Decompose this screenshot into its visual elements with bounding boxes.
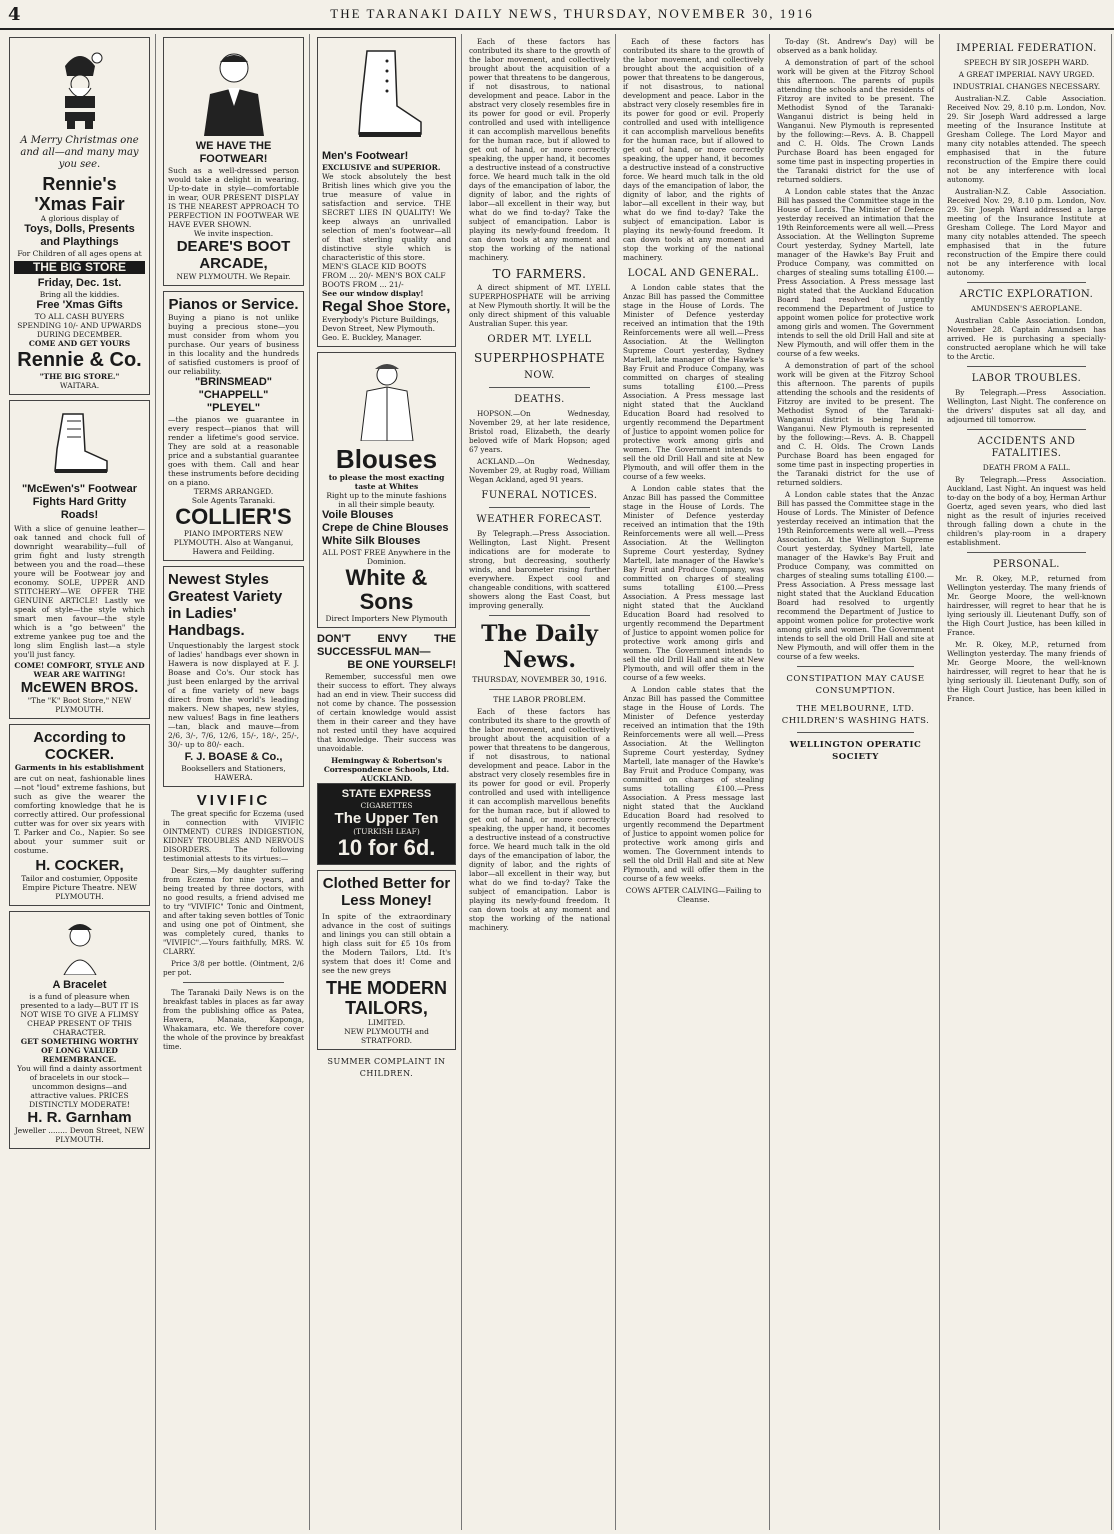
mcewen-body: With a slice of genuine leather—oak tanned and chock full of downright wearability—full of grim fight and lusty strength between you and the road—these youre will be Footwear joy and economy. SOLE, UPPER AND STITCHERY—WE OFFER THE GENUINE ARTICLE! Lastly we speak of style—the style which smart men favour—the style which is a "go between" the extreme yankee pug toe and the long slim English last—a style you'll just fancy.	[14, 524, 145, 659]
personal-heading: PERSONAL.	[993, 559, 1060, 570]
vivific-heading: VIVIFIC	[196, 792, 271, 809]
mcewen-ad	[9, 400, 150, 719]
mens-prices: MEN'S GLACE KID BOOTS FROM ... 20/- MEN'S BOX CALF BOOTS FROM ... 21/-	[322, 262, 446, 289]
handbags-body: Unquestionably the largest stock of ladies' handbags ever shown in Hawera is now displayed at F. J. Boase and Co's. Our stock has just been enlarged by the arrival of a fine variety of new bags direct from the world's leading makers. New shapes, new styles, new values! Bags in fine leathers—tan, black and mauve—from 2/6, 3/-, 7/6, 12/6, 15/-, 18/-, 25/-, 30/- up to 80/- each.	[168, 641, 299, 749]
arctic-body: Australian Cable Association. London, November 28. Captain Amundsen has arrived. He is purchasing a specially-constructed aeroplane which he will take to the Arctic.	[947, 316, 1106, 361]
turkish-leaf: (TURKISH LEAF)	[353, 827, 420, 836]
speech-heading: SPEECH BY SIR JOSEPH WARD.	[964, 58, 1089, 67]
white-sons: White & Sons	[345, 565, 428, 614]
k-boot-store: "The "K" Boot Store," NEW PLYMOUTH.	[27, 696, 132, 714]
local-notes-4: A London cable states that the Anzac Bill has passed the Committee stage in the House of Lords. The Minister of Defence yesterday received an intimation that the 19th Reinforcements were all well.—Press Association. At the Wellington Supreme Court yesterday, Sydney Martell, late manager of the Hawke's Bay Fruit and Produce Company, was committed on charges of stealing sums totalling £100.—Press Association. A Press message last night stated that the Auckland Education Board had resolved to urgently recommend the Department of Justice to appoint women police for protective work among girls and women. The Government intends to sell the old Drill Hall and site at New Plymouth, and will offer them in the course of a few weeks.	[777, 490, 934, 661]
editorial-date: THURSDAY, NOVEMBER 30, 1916.	[472, 675, 607, 684]
state-express: STATE EXPRESS	[341, 788, 432, 800]
farmers-heading: TO FARMERS.	[492, 267, 587, 281]
lady-illustration	[50, 920, 110, 975]
sole-agents: Sole Agents Taranaki.	[191, 496, 276, 505]
cigarette-price: 10 for 6d.	[337, 835, 436, 860]
envy-body: Remember, successful men owe their success to effort. They always had an end in view. Their success did not come by chance. The possession of certain knowledge would assist them in their career and they have not rested until they have acquired that knowledge. Their success was unavoidable.	[317, 672, 456, 753]
colliers-addr: PIANO IMPORTERS NEW PLYMOUTH. Also at Wanganui, Hawera and Feilding.	[173, 529, 294, 556]
colliers-name: COLLIER'S	[175, 504, 292, 529]
clothed-heading: Clothed Better for Less Money!	[322, 875, 451, 909]
bracelet-cta: GET SOMETHING WORTHY OF LONG VALUED REMEMBRANCE.	[20, 1037, 139, 1064]
modern-limited: LIMITED.	[367, 1018, 406, 1027]
vivific-body: The great specific for Eczema (used in connection with VIVIFIC OINTMENT) CURES INDIGESTION, KIDNEY TROUBLES AND NERVOUS DISORDERS. The following testimonial attests to its virtues:—	[163, 809, 304, 863]
local-general-body: A London cable states that the Anzac Bill has passed the Committee stage in the House of Lords. The Minister of Defence yesterday received an intimation that the 19th Reinforcements were all well.—Press Association. At the Wellington Supreme Court yesterday, Sydney Martell, late manager of the Hawke's Bay Fruit and Produce Company, was committed on charges of stealing sums totalling £100.—Press Association. A Press message last night stated that the Auckland Education Board had resolved to urgently recommend the Department of Justice to appoint women police for protective work among girls and women. The Government intends to sell the old Drill Hall and site at New Plymouth, and will offer them in the course of a few weeks.	[623, 283, 764, 481]
superphosphate: SUPERPHOSPHATE	[473, 351, 606, 365]
local-notes-2: A London cable states that the Anzac Bill has passed the Committee stage in the House of Lords. The Minister of Defence yesterday received an intimation that the 19th Reinforcements were all well.—Press Association. At the Wellington Supreme Court yesterday, Sydney Martell, late manager of the Hawke's Bay Fruit and Produce Company, was committed on charges of stealing sums totalling £100.—Press Association. A Press message last night stated that the Auckland Education Board had resolved to urgently recommend the Department of Justice to appoint women police for protective work among girls and women. The Government intends to sell the old Drill Hall and site at New Plymouth, and will offer them in the course of a few weeks.	[777, 187, 934, 358]
deare-addr: NEW PLYMOUTH. We Repair.	[176, 272, 291, 281]
brand-1: "BRINSMEAD"	[194, 376, 273, 388]
masthead	[0, 0, 1114, 30]
vivific-price: Price 3/8 per bottle. (Ointment, 2/6 per pot.	[163, 959, 304, 977]
come-get: COME AND GET YOURS	[28, 339, 131, 348]
regal-ad	[317, 37, 456, 347]
rennie-co: Rennie & Co.	[17, 349, 142, 371]
imperial-body-2: Australian-N.Z. Cable Association. Received Nov. 29, 8.10 p.m. London, Nov. 29. Sir Joseph Ward addressed a large meeting of the Insurance Institute at Gresham College. The Lord Mayor and many city notables attended. The speech emphasised that in the future reconstruction of the Empire there could not be any interference with local autonomy.	[947, 187, 1106, 277]
crepe: Crepe de Chine Blouses	[322, 522, 449, 534]
mens-heading: Men's Footwear!	[322, 150, 409, 162]
column-5	[618, 34, 770, 1530]
death-fall-heading: DEATH FROM A FALL.	[982, 463, 1071, 472]
modern-addr: NEW PLYMOUTH and STRATFORD.	[344, 1027, 429, 1045]
pianos-more: —the pianos we guarantee in every respect—pianos that will render a lifetime's good service. They are sold at a reasonable price and a substantial guarantee goes with them. Call and hear these instruments before deciding on a piano.	[168, 415, 299, 487]
hemingway-name: Hemingway & Robertson's Correspondence Schools, Ltd. AUCKLAND.	[323, 756, 450, 783]
blouses-heading: Blouses	[335, 444, 438, 474]
boot-illustration-2	[347, 46, 427, 146]
weather-body: By Telegraph.—Press Association. Wellington, Last Night. Present indications are for moderate to strong, but decreasing, southerly winds, and barometer rising further everywhere. Expect cool and changeable conditions, with scattered showers along the East Coast, but improving generally.	[469, 529, 610, 610]
labor-body: By Telegraph.—Press Association. Wellington, Last Night. The conference on the drivers' disputes sat all day, and adjourned till tomorrow.	[947, 388, 1106, 424]
bracelet-more: You will find a dainty assortment of bracelets in our stock—uncommon designs—and attractive values. PRICES DISTINCTLY MODERATE!	[17, 1064, 142, 1109]
column-4	[464, 34, 616, 1530]
bracelet-heading: A Bracelet	[52, 979, 107, 991]
boase-ad	[163, 566, 304, 787]
personal-body: Mr. R. Okey, M.P., returned from Wellington yesterday. The many friends of Mr. George Moore, the well-known hairdresser, will regret to hear that he is lying seriously ill. Lieutenant Duffy, son of the High Court Justice, has been killed in France.	[947, 574, 1106, 637]
cocker-ad	[9, 724, 150, 906]
envy-sub: BE ONE YOURSELF!	[347, 659, 456, 671]
mcewen-bros: McEWEN BROS.	[20, 679, 139, 696]
upper-ten: The Upper Ten	[334, 810, 439, 827]
xmas-greeting: A Merry Christmas one and all—and many may you see.	[20, 135, 139, 170]
funeral-heading: FUNERAL NOTICES.	[481, 490, 598, 501]
amundsen-heading: AMUNDSEN'S AEROPLANE.	[970, 304, 1083, 313]
cocker-sub: Garments in his establishment	[14, 763, 145, 772]
death-hopson: HOPSON.—On Wednesday, November 29, at her late residence, Bristol road, Elizabeth, the dearly beloved wife of Mark Hopson; aged 67 years.	[469, 409, 610, 454]
free-gifts: Free 'Xmas Gifts	[36, 299, 123, 311]
brand-3: "PLEYEL"	[206, 402, 261, 414]
lead-article: Each of these factors has contributed its share to the growth of the labor movement, and collectively brought about the acquisition of a power that threatens to be dangerous, if not disastrous, to national development and peace. Labor in the abstract very closely resembles fire in its power for good or evil. Properly controlled and used with intelligence it can accomplish marvellous benefits for the human race, but if allowed to get out of hand, or more correctly speaking, the upper hand, it becomes a destructive instead of a constructive force. We heard much talk in the old days of the emancipation of labor, the dignity of labor, and the rights of labor—all excellent in their way, but what do we find to-day? Take the subject of emancipation. Labor is playing its newly-found freedom. It can down tools at any moment and stop the working of the national machinery.	[469, 707, 610, 932]
arctic-heading: ARCTIC EXPLORATION.	[959, 289, 1094, 300]
white-addr: Direct Importers New Plymouth	[325, 614, 448, 623]
whites-ad	[317, 352, 456, 628]
big-store-quote: "THE BIG STORE."	[39, 372, 120, 381]
now: NOW.	[524, 370, 555, 381]
column-7	[942, 34, 1112, 1530]
blouses-body: Right up to the minute fashions in all their simple beauty.	[326, 491, 447, 509]
lead-article-continued: Each of these factors has contributed its share to the growth of the labor movement, and collectively brought about the acquisition of a power that threatens to be dangerous, if not disastrous, to national development and peace. Labor in the abstract very closely resembles fire in its power for good or evil. Properly controlled and used with intelligence it can accomplish marvellous benefits for the human race, but if allowed to get out of hand, or more correctly speaking, the upper hand, it becomes a destructive instead of a constructive force. We heard much talk in the old days of the emancipation of labor, the dignity of labor, and the rights of labor—all excellent in their way, but what do we find to-day? Take the subject of emancipation. Labor is playing its newly-found freedom. It can down tools at any moment and stop the working of the national machinery.	[623, 37, 764, 262]
bring-kiddies: Bring all the kiddies.	[39, 290, 120, 299]
farmers-body: A direct shipment of MT. LYELL SUPERPHOSPHATE will be arriving at New Plymouth shortly. It will be the only direct shipment of this valuable Australian Super. this year.	[469, 283, 610, 328]
free-post: ALL POST FREE Anywhere in the Dominion.	[322, 548, 451, 566]
column-6	[772, 34, 940, 1530]
voile: Voile Blouses	[322, 509, 394, 521]
weather-heading: WEATHER FORECAST.	[476, 514, 603, 525]
lead-article-top: Each of these factors has contributed its share to the growth of the labor movement, and collectively brought about the acquisition of a power that threatens to be dangerous, if not disastrous, to national development and peace. Labor in the abstract very closely resembles fire in its power for good or evil. Properly controlled and used with intelligence it can accomplish marvellous benefits for the human race, but if allowed to get out of hand, or more correctly speaking, the upper hand, it becomes a destructive instead of a constructive force. We heard much talk in the old days of the emancipation of labor, the dignity of labor, and the rights of labor—all excellent in their way, but what do we find to-day? Take the subject of emancipation. Labor is playing its newly-found freedom. It can down tools at any moment and stop the working of the national machinery.	[469, 37, 610, 262]
pianos-heading: Pianos or Service.	[168, 296, 299, 313]
local-general-body-3: A London cable states that the Anzac Bill has passed the Committee stage in the House of Lords. The Minister of Defence yesterday received an intimation that the 19th Reinforcements were all well.—Press Association. At the Wellington Supreme Court yesterday, Sydney Martell, late manager of the Hawke's Bay Fruit and Produce Company, was committed on charges of stealing sums totalling £100.—Press Association. A Press message last night stated that the Auckland Education Board had resolved to urgently recommend the Department of Justice to appoint women police for protective work among girls and women. The Government intends to sell the old Drill Hall and site at New Plymouth, and will offer them in the course of a few weeks.	[623, 685, 764, 883]
state-express-ad	[317, 783, 456, 865]
personal-body-2: Mr. R. Okey, M.P., returned from Wellington yesterday. The many friends of Mr. George Moore, the well-known hairdresser, will regret to hear that he is lying seriously ill. Lieutenant Duffy, son of the High Court Justice, has been killed in France.	[947, 640, 1106, 703]
rennie-title: Rennie's 'Xmas Fair	[34, 174, 125, 214]
summer-complaint: SUMMER COMPLAINT IN CHILDREN.	[327, 1057, 446, 1078]
page-number: 4	[8, 3, 21, 25]
gentleman-illustration	[194, 46, 274, 136]
imperial-heading: IMPERIAL FEDERATION.	[956, 43, 1097, 54]
rennie-tagline: A glorious display of	[40, 214, 119, 223]
rennie-toys: Toys, Dolls, Presents and Playthings	[24, 223, 135, 248]
local-notes-3: A demonstration of part of the school work will be given at the Fitzroy School this afternoon. The parents of pupils attending the schools and the residents of Fitzroy are invited to be present. The Methodist Synod of the Taranaki-Wanganui district is being held in Wanganui. New Plymouth is represented by the following:—Revs. A. B. Chappell and C. H. Olds. The Crown Lands Purchase Board has been engaged for some time past in inspecting properties in the Taranaki district for the use of returned soldiers.	[777, 361, 934, 487]
bank-holiday: To-day (St. Andrew's Day) will be observed as a bank holiday.	[777, 37, 934, 55]
modern-tailors-ad	[317, 870, 456, 1050]
envy-heading: DON'T ENVY THE SUCCESSFUL MAN—	[317, 633, 456, 658]
boase-name: F. J. BOASE & Co.,	[184, 751, 283, 763]
mens-window: See our window display!	[322, 289, 424, 298]
column-3	[312, 34, 462, 1530]
cowes-heading: COWS AFTER CALVING—Failing to Cleanse.	[625, 886, 762, 904]
colliers-ad	[163, 291, 304, 561]
column-1	[4, 34, 156, 1530]
labor-problem: THE LABOR PROBLEM.	[493, 695, 586, 704]
opening-date: Friday, Dec. 1st.	[37, 277, 122, 289]
boot-illustration	[45, 409, 115, 479]
newspaper-title: THE TARANAKI DAILY NEWS, THURSDAY, NOVEMBER 30, 1916	[330, 6, 814, 21]
daily-news-masthead: The Daily News.	[481, 621, 598, 673]
local-notes: A demonstration of part of the school work will be given at the Fitzroy School this afternoon. The parents of pupils attending the schools and the residents of Fitzroy are invited to be present. The Methodist Synod of the Taranaki-Wanganui district is being held in Wanganui. New Plymouth is represented by the following:—Revs. A. B. Chappell and C. H. Olds. The Crown Lands Purchase Board has been engaged for some time past in inspecting properties in the Taranaki district for the use of returned soldiers.	[777, 58, 934, 184]
imperial-body: Australian-N.Z. Cable Association. Received Nov. 29, 8.10 p.m. London, Nov. 29. Sir Joseph Ward addressed a large meeting of the Insurance Institute at Gresham College. The Lord Mayor and many city notables attended. The speech emphasised that in the future reconstruction of the Empire there could not be any interference with local autonomy.	[947, 94, 1106, 184]
garnham: H. R. Garnham	[27, 1109, 132, 1126]
deare-body: Such as a well-dressed person would take a delight in wearing. Up-to-date in style—comfortable in wear, OUR PRESENT DISPLAY IS THE NEAREST APPROACH TO PERFECTION IN FOOTWEAR WE HAVE EVER SHOWN.	[168, 166, 299, 229]
cocker-heading: According to COCKER.	[33, 729, 126, 763]
order-heading: ORDER MT. LYELL	[487, 334, 592, 345]
cigarettes: CIGARETTES	[360, 801, 413, 810]
bracelet-ad	[9, 911, 150, 1149]
death-fall-body: By Telegraph.—Press Association. Auckland, Last Night. An inquest was held to-day on the body of a boy, Herman Arthur Goertz, aged seven years, who died last night as the result of injuries received through falling down a chute in the children's play-room in a drapery establishment.	[947, 475, 1106, 547]
local-general-heading: LOCAL AND GENERAL.	[627, 268, 760, 279]
santa-illustration	[45, 46, 115, 131]
deare-invite: We invite inspection.	[193, 229, 274, 238]
gifts-terms: TO ALL CASH BUYERS SPENDING 10/- AND UPWARDS DURING DECEMBER.	[17, 312, 142, 339]
mcewen-heading: "McEwen's" Footwear Fights Hard Gritty Roads!	[21, 483, 138, 521]
deare-name: DEARE'S BOOT ARCADE,	[176, 238, 291, 272]
woman-blouse-illustration	[347, 361, 427, 441]
big-store-banner: THE BIG STORE	[14, 261, 145, 274]
boase-addr: Booksellers and Stationers, HAWERA.	[181, 764, 286, 782]
hemingway-ad	[317, 633, 456, 783]
regal-addr: Everybody's Picture Buildings, Devon Street, New Plymouth. Geo. E. Buckley, Manager.	[322, 315, 439, 342]
melbourne-heading: THE MELBOURNE, LTD. CHILDREN'S WASHING HATS.	[781, 704, 930, 726]
silk: White Silk Blouses	[322, 535, 421, 547]
mens-body: We stock absolutely the best British lines which give you the true measure of value in satisfaction and service. THE SECRET LIES IN QUALITY! We keep always an unrivalled selection of men's footwear—all of that sterling quality and distinctive style which is characteristic of this store.	[322, 172, 451, 262]
deare-ad	[163, 37, 304, 286]
operatic-heading: WELLINGTON OPERATIC SOCIETY	[789, 740, 922, 762]
constipation-heading: CONSTIPATION MAY CAUSE CONSUMPTION.	[786, 674, 925, 696]
modern-tailors: THE MODERN TAILORS,	[326, 978, 447, 1018]
mens-sub: EXCLUSIVE and SUPERIOR.	[322, 163, 441, 172]
rennie-ad	[9, 37, 150, 395]
handbags-heading: Newest Styles Greatest Variety in Ladies' Handbags.	[168, 571, 283, 639]
vivific-ad	[163, 792, 304, 1051]
daily-news-note: The Taranaki Daily News is on the breakfast tables in places as far away from the publishing office as Patea, Hawera, Manaia, Kaponga, Whakamara, etc. We therefore cover the whole of the province by breakfast time.	[163, 988, 304, 1051]
cocker-body: are cut on neat, fashionable lines—not "loud" extreme fashions, but such as give the wearer the comforting knowledge that he is correctly attired. Our professional cutter was for over six years with T. Parker and Co., Napier. So see about your summer suit or costume.	[14, 774, 145, 855]
deare-heading: WE HAVE THE FOOTWEAR!	[195, 140, 272, 165]
brand-2: "CHAPPELL"	[198, 389, 269, 401]
clothed-body: In spite of the extraordinary advance in the cost of suitings and linings you can still obtain a high class suit for £5 10s from the Modern Tailors, Ltd. It's system that does it! Come and see the new greys	[322, 912, 451, 975]
vivific-letter: Dear Sirs,—My daughter suffering from Eczema for nine years, and being treated by three doctors, with no good results, a friend advised me to try "VIVIFIC" Tonic and Ointment, and after taking seven bottles of Tonic and using one pot of Ointment, she was completely cured, thanks to "VIVIFIC".—Yours faithfully, MRS. W. CLARRY.	[163, 866, 304, 956]
cocker-trade: Tailor and costumier, Opposite Empire Picture Theatre. NEW PLYMOUTH.	[21, 874, 138, 901]
cocker-name: H. COCKER,	[35, 857, 124, 874]
death-ackland: ACKLAND.—On Wednesday, November 29, at Rugby road, William Wegan Ackland, aged 91 years.	[469, 457, 610, 484]
garnham-addr: Jeweller ........ Devon Street, NEW PLYMOUTH.	[14, 1126, 145, 1144]
bracelet-body: is a fund of pleasure when presented to a lady—BUT IT IS NOT WISE TO GIVE A FLIMSY CHEAP PRESENT OF THIS CHARACTER.	[20, 992, 139, 1037]
mcewen-comfort: COME! COMFORT, STYLE AND WEAR ARE WAITING!	[14, 661, 145, 679]
pianos-body: Buying a piano is not unlike buying a precious stone—you must consider from whom you purchase. Our years of business in this locality and the hundreds of satisfied customers is proof of our reliability.	[168, 313, 299, 376]
labor-troubles-heading: LABOR TROUBLES.	[971, 373, 1082, 384]
deaths-heading: DEATHS.	[514, 394, 565, 405]
accidents-heading: ACCIDENTS AND FATALITIES.	[977, 436, 1076, 459]
waitara: WAITARA.	[59, 381, 100, 390]
blouses-sub: to please the most exacting taste at Whites	[328, 473, 445, 491]
navy-heading: A GREAT IMPERIAL NAVY URGED.	[958, 70, 1095, 79]
terms: TERMS ARRANGED.	[193, 487, 274, 496]
rennie-children: For Children of all ages opens at	[17, 249, 142, 258]
local-general-body-2: A London cable states that the Anzac Bill has passed the Committee stage in the House of Lords. The Minister of Defence yesterday received an intimation that the 19th Reinforcements were all well.—Press Association. At the Wellington Supreme Court yesterday, Sydney Martell, late manager of the Hawke's Bay Fruit and Produce Company, was committed on charges of stealing sums totalling £100.—Press Association. A Press message last night stated that the Auckland Education Board had resolved to urgently recommend the Department of Justice to appoint women police for protective work among girls and women. The Government intends to sell the old Drill Hall and site at New Plymouth, and will offer them in the course of a few weeks.	[623, 484, 764, 682]
industrial-heading: INDUSTRIAL CHANGES NECESSARY.	[952, 82, 1101, 91]
regal-name: Regal Shoe Store,	[322, 298, 451, 315]
column-2	[158, 34, 310, 1530]
